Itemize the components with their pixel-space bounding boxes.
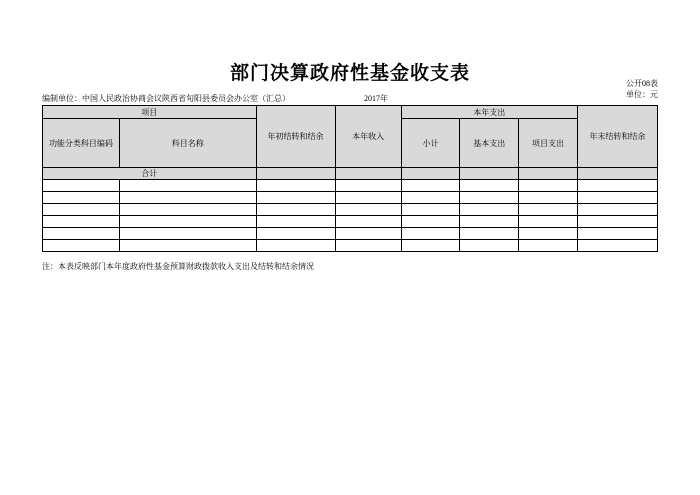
table-row [43, 228, 658, 240]
cell-beginning-balance [256, 180, 335, 192]
cell-basic-expenditure [460, 228, 519, 240]
cell-beginning-balance [256, 216, 335, 228]
cell-ending-balance [577, 240, 657, 252]
cell-function-code [43, 180, 120, 192]
cell-current-year-income [335, 192, 401, 204]
cell-subject-name [119, 204, 256, 216]
column-header-ending-balance: 年末结转和结余 [577, 106, 657, 168]
cell-project-expenditure [519, 204, 578, 216]
cell-current-year-income [335, 216, 401, 228]
cell-project-expenditure [519, 180, 578, 192]
page-title: 部门决算政府性基金收支表 [229, 63, 470, 84]
cell-beginning-balance [256, 204, 335, 216]
table-group-header-row [43, 106, 658, 119]
total-subtotal [401, 168, 460, 180]
cell-project-expenditure [519, 216, 578, 228]
cell-subject-name [119, 180, 256, 192]
table-row [43, 240, 658, 252]
cell-function-code [43, 228, 120, 240]
total-project-expenditure [519, 168, 578, 180]
cell-subtotal [401, 216, 460, 228]
table-note: 注：本表反映部门本年度政府性基金预算财政拨款收入支出及结转和结余情况 [42, 262, 314, 271]
fund-revenue-expenditure-table [42, 105, 658, 252]
cell-subtotal [401, 240, 460, 252]
cell-subtotal [401, 192, 460, 204]
cell-subtotal [401, 180, 460, 192]
cell-function-code [43, 192, 120, 204]
cell-subject-name [119, 228, 256, 240]
cell-subject-name [119, 216, 256, 228]
cell-basic-expenditure [460, 180, 519, 192]
cell-beginning-balance [256, 240, 335, 252]
column-header-basic-expenditure: 基本支出 [460, 119, 519, 168]
cell-current-year-income [335, 240, 401, 252]
report-year: 2017年 [364, 94, 388, 103]
form-code: 公开08表 [626, 79, 658, 88]
cell-function-code [43, 216, 120, 228]
unit-label: 单位：元 [626, 90, 658, 99]
cell-basic-expenditure [460, 204, 519, 216]
cell-ending-balance [577, 180, 657, 192]
cell-basic-expenditure [460, 240, 519, 252]
table-row [43, 192, 658, 204]
group-header-current-year-expenditure: 本年支出 [401, 106, 577, 119]
cell-current-year-income [335, 204, 401, 216]
column-header-subject-name: 科目名称 [119, 119, 256, 168]
cell-ending-balance [577, 216, 657, 228]
table-row [43, 204, 658, 216]
total-current-year-income [335, 168, 401, 180]
cell-basic-expenditure [460, 192, 519, 204]
table-row [43, 180, 658, 192]
total-ending-balance [577, 168, 657, 180]
cell-current-year-income [335, 228, 401, 240]
cell-subtotal [401, 228, 460, 240]
cell-ending-balance [577, 228, 657, 240]
cell-subject-name [119, 240, 256, 252]
column-header-beginning-balance: 年初结转和结余 [256, 106, 335, 168]
column-header-current-year-income: 本年收入 [335, 106, 401, 168]
total-basic-expenditure [460, 168, 519, 180]
cell-function-code [43, 204, 120, 216]
total-label: 合计 [43, 168, 257, 180]
cell-ending-balance [577, 192, 657, 204]
table-row [43, 216, 658, 228]
cell-beginning-balance [256, 228, 335, 240]
meta-row [42, 93, 658, 105]
cell-basic-expenditure [460, 216, 519, 228]
table-row-total [43, 168, 658, 180]
column-header-project-expenditure: 项目支出 [519, 119, 578, 168]
cell-subject-name [119, 192, 256, 204]
group-header-project: 项目 [43, 106, 257, 119]
cell-project-expenditure [519, 192, 578, 204]
cell-project-expenditure [519, 240, 578, 252]
cell-ending-balance [577, 204, 657, 216]
cell-project-expenditure [519, 228, 578, 240]
total-beginning-balance [256, 168, 335, 180]
column-header-function-code: 功能分类科目编码 [43, 119, 120, 168]
cell-subtotal [401, 204, 460, 216]
column-header-subtotal: 小计 [401, 119, 460, 168]
cell-current-year-income [335, 180, 401, 192]
cell-beginning-balance [256, 192, 335, 204]
preparer-label: 编制单位：中国人民政治协商会议陕西省旬阳县委员会办公室（汇总） [42, 94, 290, 103]
cell-function-code [43, 240, 120, 252]
